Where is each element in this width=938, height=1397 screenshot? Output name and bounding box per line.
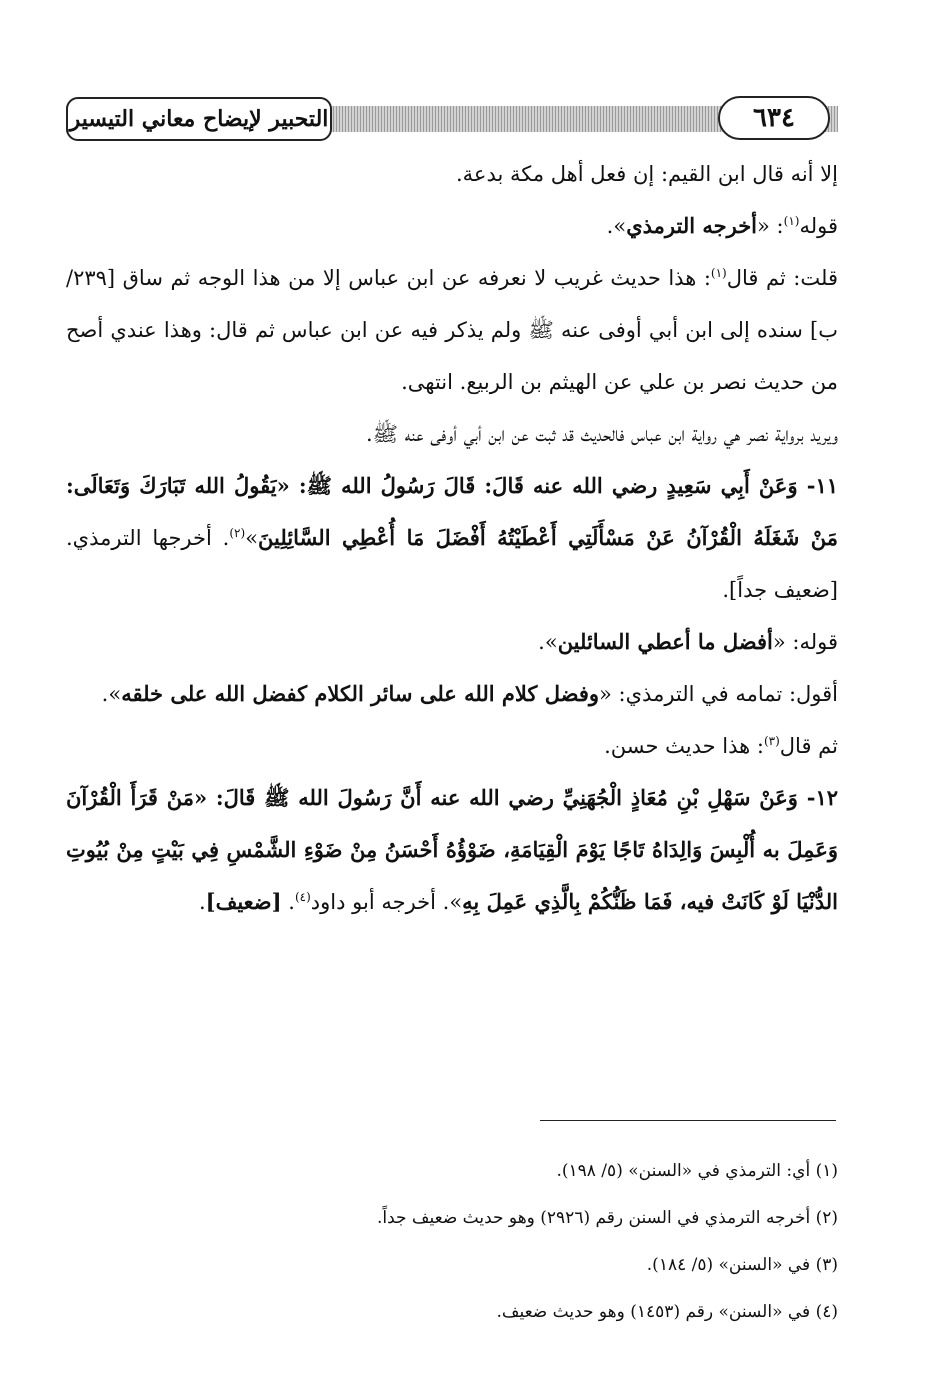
paragraph-8 bbox=[66, 720, 838, 772]
hadith-text: مَنْ قَرَأَ الْقُرْآنَ وَعَمِلَ به أُلْبِسَ وَالِدَاهُ تَاجًا يَوْمَ الْقِيَامَةِ، ضَوْؤُهُ أَحْسَنُ مِنْ ضَوْءِ الشَّمْسِ فِي بَيْتٍ مِنْ بُيُوتِ الدُّنْيَا لَوْ كَانَتْ فيه، فَمَا ظَنُّكُمْ بِالَّذِي عَمِلَ بِهِ bbox=[66, 785, 838, 914]
main-text bbox=[66, 148, 838, 928]
hadith-12 bbox=[66, 772, 838, 928]
paragraph-7 bbox=[66, 668, 838, 720]
hadith-intro: ١٢- وَعَنْ سَهْلِ بْنِ مُعَاذٍ الْجُهَنِيِّ رضي الله عنه أَنَّ رَسُولَ الله ﷺ قَالَ: « bbox=[193, 785, 838, 810]
paragraph-1: إلا أنه قال ابن القيم: إن فعل أهل مكة بدعة. bbox=[455, 162, 838, 186]
footnote-2: (٢) أخرجه الترمذي في السنن رقم (٢٩٢٦) وهو حديث ضعيف جداً. bbox=[376, 1208, 838, 1228]
footnotes bbox=[66, 1148, 838, 1336]
text-segment: ». bbox=[606, 214, 627, 238]
text-segment: » bbox=[245, 526, 259, 550]
text-segment: . أخرجها الترمذي. [ضعيف جداً]. bbox=[66, 526, 838, 602]
text-segment: . bbox=[281, 890, 295, 914]
text-segment: ثم قال bbox=[779, 734, 838, 758]
text-segment: قوله: « bbox=[772, 630, 838, 654]
text-segment: ». أخرجه أبو داود bbox=[310, 890, 463, 914]
paragraph-3 bbox=[66, 252, 838, 408]
footnote-ref: (١) bbox=[783, 214, 800, 228]
footnote-ref: (١) bbox=[710, 266, 727, 280]
paragraph-6 bbox=[66, 616, 838, 668]
page-number: ٦٣٤ bbox=[718, 96, 830, 140]
text-segment: : هذا حديث حسن. bbox=[604, 734, 764, 758]
footnote-4: (٤) في «السنن» رقم (١٤٥٣) وهو حديث ضعيف. bbox=[496, 1302, 838, 1322]
paragraph-2 bbox=[66, 200, 838, 252]
footnote-3: (٣) في «السنن» (٥/ ١٨٤). bbox=[646, 1255, 838, 1275]
running-header bbox=[66, 97, 838, 143]
hadith-11 bbox=[66, 460, 838, 616]
quoted-text: أخرجه الترمذي bbox=[626, 213, 758, 238]
footnote-ref: (٣) bbox=[763, 734, 780, 748]
text-segment: ». bbox=[101, 682, 122, 706]
text-segment: . bbox=[198, 890, 206, 914]
footnote-ref: (٤) bbox=[294, 890, 311, 904]
text-segment: ». bbox=[538, 630, 558, 654]
hadith-intro: ١١- وَعَنْ أَبِي سَعِيدٍ رضي الله عنه قَالَ: قَالَ رَسُولُ الله ﷺ: « bbox=[276, 473, 838, 498]
text-segment: : هذا حديث غريب لا نعرفه عن ابن عباس إلا من هذا الوجه ثم ساق [٢٣٩/ ب] سنده إلى ابن أبي أوفى عنه ﷺ ولم يذكر فيه عن ابن عباس ثم قال: وهذا عندي أصح من حديث نصر بن علي عن الهيثم بن الربيع. انتهى. bbox=[66, 266, 838, 394]
text-segment: : « bbox=[757, 214, 784, 238]
book-title: التحبير لإيضاح معاني التيسير bbox=[66, 97, 332, 141]
quoted-text: أفضل ما أعطي السائلين bbox=[557, 629, 773, 654]
grading-label: [ضعيف] bbox=[205, 889, 282, 914]
footnote-1: (١) أي: الترمذي في «السنن» (٥/ ١٩٨). bbox=[556, 1161, 838, 1181]
text-segment: قلت: ثم قال bbox=[726, 266, 838, 290]
paragraph-4: ويريد برواية نصر هي رواية ابن عباس فالحديث قد ثبت عن ابن أبي أوفى عنه ﷺ. bbox=[365, 422, 838, 446]
footnote-ref: (٢) bbox=[229, 526, 246, 540]
hadith-text: يَقُولُ الله تَبَارَكَ وَتَعَالَى: مَنْ شَغَلَهُ الْقُرْآنُ عَنْ مَسْأَلَتِي أَعْطَيْتُهُ أَفْضَلَ مَا أُعْطِي السَّائِلِينَ bbox=[66, 473, 839, 550]
text-segment: قوله bbox=[799, 214, 838, 238]
text-segment: أقول: تمامه في الترمذي: « bbox=[599, 682, 838, 706]
quoted-text: وفضل كلام الله على سائر الكلام كفضل الله على خلقه bbox=[121, 681, 600, 706]
footnote-separator bbox=[540, 1120, 836, 1121]
